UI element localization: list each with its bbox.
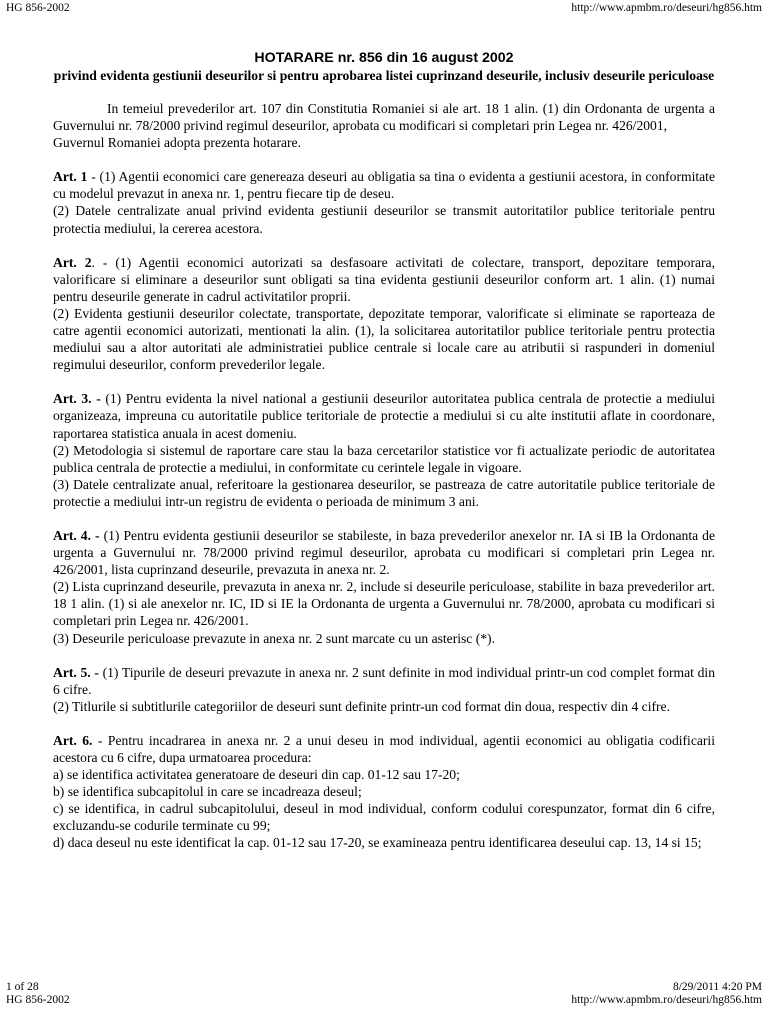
preamble [53, 100, 715, 151]
article-text: (1) Tipurile de deseuri prevazute in anexa nr. 2 sunt definite in mod individual printr-un cod complet format din 6 cifre. [53, 664, 715, 697]
footer-title: HG 856-2002 [6, 994, 70, 1006]
article-6 [53, 732, 715, 852]
article-2 [53, 254, 715, 374]
footer-url[interactable]: http://www.apmbm.ro/deseuri/hg856.htm [571, 994, 762, 1006]
article-label: Art. 5. - [53, 664, 99, 680]
article-label: Art. 1 [53, 169, 88, 185]
preamble-line: In temeiul prevederilor art. 107 din Constitutia Romaniei si ale art. 18 1 alin. (1) din Ordonanta de urgenta a Guvernului nr. 78/2000 privind regimul deseurilor, aprobata cu modificari si completari prin Legea nr. 426/2001, [53, 101, 715, 134]
article-text: (2) Evidenta gestiunii deseurilor colectate, transportate, depozitate temporar, valorificate si eliminate se raporteaza de catre agentii economici autorizati, mentionati la alin. (1), la solicitarea autoritatilor publice teritoriale pentru protectia mediului sau a altor autoritati ale administratiei publice centrale si locale care au atributii si raspunderi in domeniul regimului deseurilor, conform prevederilor legale. [53, 305, 715, 373]
article-text: (1) Pentru evidenta la nivel national a gestiunii deseurilor autoritatea publica centrala de protectie a mediului organizeaza, impreuna cu autoritatile publice teritoriale de protectie a mediului si cu alte institutii aflate in coordonare, raportarea statistica anuala in acest domeniu. [53, 391, 715, 441]
article-text: (2) Lista cuprinzand deseurile, prevazuta in anexa nr. 2, include si deseurile periculoase, stabilite in baza prevederilor art. 18 1 alin. (1) si ale anexelor nr. IC, ID si IE la Ordonanta de urgenta a Guvernului nr. 78/2000, aprobata cu modificari si completari prin Legea nr. 426/2001. [53, 579, 715, 629]
browser-header-title: HG 856-2002 [6, 2, 70, 14]
article-text: (2) Metodologia si sistemul de raportare care stau la baza cercetarilor statistice vor fi actualizate periodic de autoritatea publica centrala de protectie a mediului, in conformitate cu cerintele legale in vigoare. [53, 442, 715, 475]
article-text: (3) Deseurile periculoase prevazute in anexa nr. 2 sunt marcate cu un asterisc (*). [53, 630, 495, 646]
article-text: - (1) Agentii economici care genereaza deseuri au obligatia sa tina o evidenta a gestiunii acestora, in conformitate cu modelul prevazut in anexa nr. 1, pentru fiecare tip de deseu. [53, 169, 715, 202]
article-5 [53, 664, 715, 715]
article-label: Art. 3. - [53, 391, 101, 407]
article-item: c) se identifica, in cadrul subcapitolului, deseul in mod individual, conform codului corespunzator, format din 6 cifre, excluzandu-se codurile terminate cu 99; [53, 801, 715, 834]
print-timestamp: 8/29/2011 4:20 PM [672, 981, 762, 993]
article-item: d) daca deseul nu este identificat la cap. 01-12 sau 17-20, se examineaza pentru identificarea deseului cap. 13, 14 si 15; [53, 835, 702, 851]
document-title: HOTARARE nr. 856 din 16 august 2002 [254, 50, 514, 66]
article-label: Art. 4. - [53, 527, 100, 543]
article-4 [53, 527, 715, 647]
article-text: - Pentru incadrarea in anexa nr. 2 a unui deseu in mod individual, agentii economici au obligatia codificarii acestora cu 6 cifre, dupa urmatoarea procedura: [53, 732, 715, 765]
article-label: Art. 2 [53, 254, 92, 270]
article-label: Art. 6. [53, 732, 93, 748]
article-text: . - (1) Agentii economici autorizati sa desfasoare activitati de colectare, transport, depozitare temporara, valorificare si eliminare a deseurilor sunt obligati sa tina evidenta gestiunii deseurilor conform art. 1 alin. (1) numai pentru deseurile generate in cadrul activitatilor proprii. [53, 254, 715, 304]
article-text: (2) Titlurile si subtitlurile categoriilor de deseuri sunt definite printr-un cod format din doua, respectiv din 4 cifre. [53, 698, 670, 714]
article-item: a) se identifica activitatea generatoare de deseuri din cap. 01-12 sau 17-20; [53, 767, 460, 783]
preamble-line: Guvernul Romaniei adopta prezenta hotarare. [53, 135, 301, 151]
document-subtitle: privind evidenta gestiunii deseurilor si pentru aprobarea listei cuprinzand deseurile, inclusiv deseurile periculoase [53, 68, 715, 83]
document-body [53, 50, 715, 869]
article-text: (1) Pentru evidenta gestiunii deseurilor se stabileste, in baza prevederilor anexelor nr. IA si IB la Ordonanta de urgenta a Guvernului nr. 78/2000 privind regimul deseurilor, aprobata cu modificari si completari prin Legea nr. 426/2001, lista cuprinzand deseurile, prevazuta in anexa nr. 2. [53, 527, 715, 578]
article-3 [53, 390, 715, 510]
article-text: (2) Datele centralizate anual privind evidenta gestiunii deseurilor se transmit autoritatilor publice teritoriale pentru protectia mediului, la cererea acestora. [53, 203, 715, 236]
browser-header-url[interactable]: http://www.apmbm.ro/deseuri/hg856.htm [571, 2, 762, 14]
article-1 [53, 168, 715, 236]
article-item: b) se identifica subcapitolul in care se incadreaza deseul; [53, 784, 362, 800]
page-counter: 1 of 28 [6, 981, 39, 993]
article-text: (3) Datele centralizate anual, referitoare la gestionarea deseurilor, se pastreaza de catre autoritatile publice teritoriale de protectie a mediului intr-un registru de evidenta o perioada de minimum 3 ani. [53, 476, 715, 509]
